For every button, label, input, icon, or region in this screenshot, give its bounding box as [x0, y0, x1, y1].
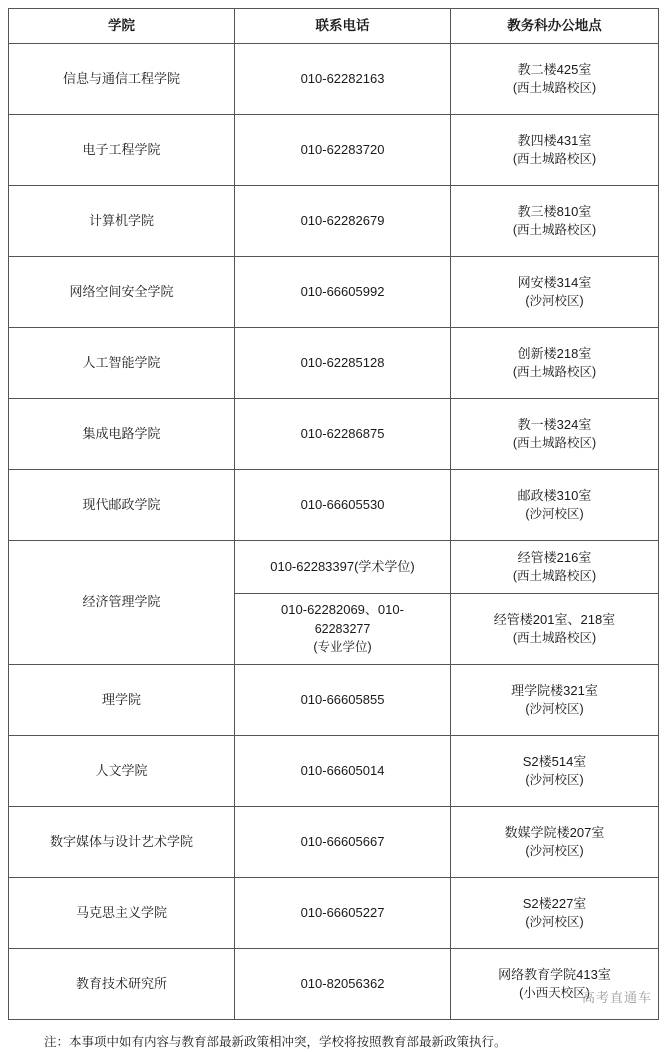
cell-college: 网络空间安全学院: [9, 257, 235, 328]
cell-college: 数字媒体与设计艺术学院: [9, 807, 235, 878]
cell-phone: 010-62283720: [235, 115, 451, 186]
cell-phone: 010-62285128: [235, 328, 451, 399]
cell-office: [451, 949, 659, 1020]
college-contact-table: [8, 8, 659, 1020]
cell-office: [451, 665, 659, 736]
office-main-text: 教一楼324室: [517, 416, 592, 432]
cell-college: 集成电路学院: [9, 399, 235, 470]
table-row: [9, 541, 659, 594]
cell-office: [451, 115, 659, 186]
cell-college: 人文学院: [9, 736, 235, 807]
cell-college: 现代邮政学院: [9, 470, 235, 541]
office-main-text: 经管楼216室: [517, 549, 592, 565]
cell-office: [451, 44, 659, 115]
cell-office: [451, 328, 659, 399]
table-row: [9, 807, 659, 878]
cell-phone: [235, 594, 451, 665]
office-campus-text: (西土城路校区): [512, 81, 597, 96]
office-campus-text: (沙河校区): [525, 915, 584, 930]
office-main-text: 网络教育学院413室: [498, 966, 611, 982]
office-campus-text: (西土城路校区): [512, 365, 597, 380]
cell-office: [451, 807, 659, 878]
office-main-text: S2楼514室: [522, 753, 587, 769]
cell-office: [451, 736, 659, 807]
office-campus-text: (西土城路校区): [512, 223, 597, 238]
table-row: [9, 949, 659, 1020]
office-campus-text: (沙河校区): [525, 507, 584, 522]
cell-college: 经济管理学院: [9, 541, 235, 665]
cell-office: [451, 541, 659, 594]
office-campus-text: (西土城路校区): [512, 569, 597, 584]
table-header-row: [9, 9, 659, 44]
cell-phone: 010-66605992: [235, 257, 451, 328]
cell-office: [451, 878, 659, 949]
office-main-text: 教二楼425室: [517, 61, 592, 77]
office-campus-text: (西土城路校区): [512, 436, 597, 451]
cell-phone: 010-66605227: [235, 878, 451, 949]
table-header: [9, 9, 659, 44]
office-campus-text: (西土城路校区): [512, 631, 597, 646]
table-row: [9, 257, 659, 328]
office-campus-text: (西土城路校区): [512, 152, 597, 167]
cell-college: 马克思主义学院: [9, 878, 235, 949]
cell-phone: [235, 541, 451, 594]
office-campus-text: (小西天校区): [519, 986, 590, 1001]
column-header-office: 教务科办公地点: [451, 9, 659, 44]
cell-phone: 010-62282163: [235, 44, 451, 115]
phone-secondary-text: 62283277: [314, 622, 371, 637]
office-campus-text: (沙河校区): [525, 294, 584, 309]
phone-note-text: (专业学位): [313, 640, 372, 655]
office-campus-text: (沙河校区): [525, 702, 584, 717]
office-main-text: 理学院楼321室: [511, 682, 598, 698]
office-main-text: 经管楼201室、218室: [493, 611, 616, 627]
cell-college: 教育技术研究所: [9, 949, 235, 1020]
table-row: [9, 878, 659, 949]
office-main-text: 创新楼218室: [517, 345, 592, 361]
table-row: [9, 399, 659, 470]
table-row: [9, 665, 659, 736]
cell-college: 人工智能学院: [9, 328, 235, 399]
cell-office: [451, 399, 659, 470]
table-row: [9, 470, 659, 541]
office-main-text: 教三楼810室: [517, 203, 592, 219]
cell-phone: 010-66605855: [235, 665, 451, 736]
office-main-text: 网安楼314室: [517, 274, 592, 290]
cell-phone: 010-62282679: [235, 186, 451, 257]
office-campus-text: (沙河校区): [525, 844, 584, 859]
cell-college: 计算机学院: [9, 186, 235, 257]
cell-phone: 010-66605667: [235, 807, 451, 878]
office-main-text: 教四楼431室: [517, 132, 592, 148]
office-campus-text: (沙河校区): [525, 773, 584, 788]
table-row: [9, 186, 659, 257]
column-header-college: 学院: [9, 9, 235, 44]
cell-college: 信息与通信工程学院: [9, 44, 235, 115]
office-main-text: 数媒学院楼207室: [504, 824, 605, 840]
office-main-text: S2楼227室: [522, 895, 587, 911]
cell-phone: 010-66605530: [235, 470, 451, 541]
cell-office: [451, 594, 659, 665]
cell-phone: 010-82056362: [235, 949, 451, 1020]
office-main-text: 邮政楼310室: [517, 487, 592, 503]
table-row: [9, 44, 659, 115]
table-row: [9, 736, 659, 807]
cell-phone: 010-62286875: [235, 399, 451, 470]
cell-phone: 010-66605014: [235, 736, 451, 807]
cell-college: 电子工程学院: [9, 115, 235, 186]
table-row: [9, 328, 659, 399]
column-header-phone: 联系电话: [235, 9, 451, 44]
cell-office: [451, 257, 659, 328]
phone-main-text: 010-62282069、010-: [281, 602, 404, 618]
footnote: 注：本事项中如有内容与教育部最新政策相冲突，学校将按照教育部最新政策执行。: [44, 1035, 507, 1049]
watermark: 高考直通车: [581, 990, 652, 1005]
cell-college: 理学院: [9, 665, 235, 736]
table-body: [9, 44, 659, 1020]
phone-main-text: 010-62283397(学术学位): [270, 558, 415, 574]
cell-office: [451, 186, 659, 257]
cell-office: [451, 470, 659, 541]
table-row: [9, 115, 659, 186]
